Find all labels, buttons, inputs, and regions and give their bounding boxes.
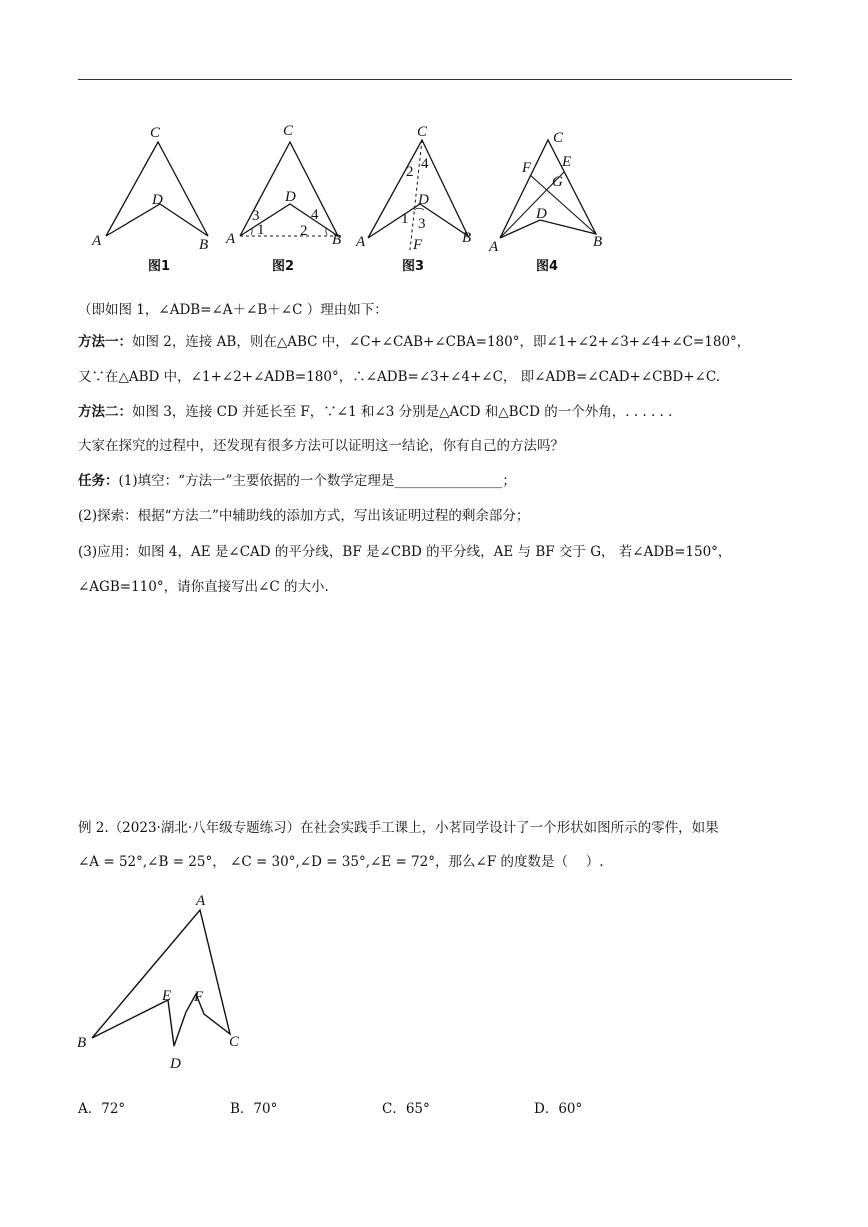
choice-c <box>382 1097 430 1117</box>
figure-3 <box>354 118 484 278</box>
label-E: E <box>162 988 172 1004</box>
label-D: D <box>536 206 547 222</box>
choice-a-value: 72° <box>101 1101 126 1117</box>
label-D: D <box>152 192 163 208</box>
label-B: B <box>77 1035 87 1051</box>
choice-d-value: 60° <box>558 1101 583 1117</box>
explore-text: 大家在探究的过程中，还发现有很多方法可以证明这一结论，你有自己的方法吗？ <box>78 438 564 454</box>
label-B: B <box>199 237 209 253</box>
angle-label-1: 1 <box>401 211 409 227</box>
method2-title: 方法二： <box>78 404 132 420</box>
example2-line2: ∠A = 52°,∠B = 25°， ∠C = 30°,∠D = 35°,∠E = 72°，那么∠F 的度数是（ ）. <box>78 854 604 870</box>
angle-label-1: 1 <box>257 222 265 238</box>
label-C: C <box>150 125 161 141</box>
caption-fig1: 图1 <box>148 259 171 274</box>
label-A: A <box>196 893 206 909</box>
label-D: D <box>285 189 296 205</box>
label-F: F <box>522 160 532 176</box>
label-B: B <box>462 230 472 246</box>
label-C: C <box>229 1034 240 1050</box>
label-G: G <box>552 174 563 190</box>
label-A: A <box>489 239 499 255</box>
intro-text: （即如图 1，∠ADB=∠A＋∠B＋∠C ）理由如下： <box>78 302 388 318</box>
figure-2 <box>222 118 352 278</box>
choice-b-value: 70° <box>253 1101 278 1117</box>
label-A: A <box>356 234 366 250</box>
task1-text: (1)填空：“方法一”主要依据的一个数学定理是________________； <box>118 473 516 489</box>
method1-line2: 又∵在△ABD 中，∠1+∠2+∠ADB=180°，∴∠ADB=∠3+∠4+∠C， 即∠ADB=∠CAD+∠CBD+∠C. <box>78 369 720 385</box>
header-rule <box>78 79 792 80</box>
task-line1 <box>78 472 516 490</box>
label-E: E <box>562 154 572 170</box>
label-D: D <box>170 1056 181 1072</box>
caption-fig3: 图3 <box>402 259 425 274</box>
label-F: F <box>413 237 423 253</box>
method2-text1: 如图 3，连接 CD 并延长至 F，∵∠1 和∠3 分别是△ACD 和△BCD 的一个外角，. . . . . . <box>132 404 673 420</box>
figure-1 <box>88 118 218 278</box>
caption-fig4: 图4 <box>536 259 559 274</box>
angle-label-2: 2 <box>406 164 414 180</box>
task3-line1: (3)应用：如图 4，AE 是∠CAD 的平分线，BF 是∠CBD 的平分线，AE 与 BF 交于 G， 若∠ADB=150°， <box>78 544 732 560</box>
choice-c-letter: C． <box>382 1101 406 1117</box>
choice-b-letter: B． <box>230 1101 254 1117</box>
example2-line1: 例 2.（2023·湖北·八年级专题练习）在社会实践手工课上，小茗同学设计了一个形状如图所示的零件，如果 <box>78 820 719 836</box>
label-C: C <box>283 123 294 139</box>
angle-label-4: 4 <box>311 207 319 223</box>
method1-line1 <box>78 333 750 351</box>
task3-line2: ∠AGB=110°，请你直接写出∠C 的大小. <box>78 579 329 595</box>
choice-d-letter: D． <box>534 1101 559 1117</box>
label-F: F <box>194 989 204 1005</box>
angle-label-3: 3 <box>418 216 426 232</box>
method1-title: 方法一： <box>78 334 132 350</box>
method2-line1 <box>78 403 672 421</box>
choice-b <box>230 1097 277 1117</box>
task2-text: (2)探索：根据“方法二”中辅助线的添加方式，写出该证明过程的剩余部分； <box>78 508 530 524</box>
caption-fig2: 图2 <box>272 259 295 274</box>
label-A: A <box>226 231 236 247</box>
angle-label-2: 2 <box>300 223 308 239</box>
label-B: B <box>593 234 603 250</box>
task-title: 任务： <box>78 473 119 489</box>
label-B: B <box>332 232 342 248</box>
choice-a-letter: A． <box>78 1101 102 1117</box>
label-C: C <box>553 130 564 146</box>
choice-a <box>78 1097 125 1117</box>
example2-figure <box>72 888 252 1078</box>
label-D: D <box>418 192 429 208</box>
label-C: C <box>417 124 428 140</box>
choice-c-value: 65° <box>405 1101 430 1117</box>
angle-label-3: 3 <box>252 208 260 224</box>
figure-4 <box>486 118 616 278</box>
angle-label-4: 4 <box>421 156 429 172</box>
choice-d <box>534 1097 582 1117</box>
method1-text1: 如图 2，连接 AB，则在△ABC 中，∠C+∠CAB+∠CBA=180°，即∠1+∠2+∠3+∠4+∠C=180°， <box>132 334 751 350</box>
label-A: A <box>92 233 102 249</box>
